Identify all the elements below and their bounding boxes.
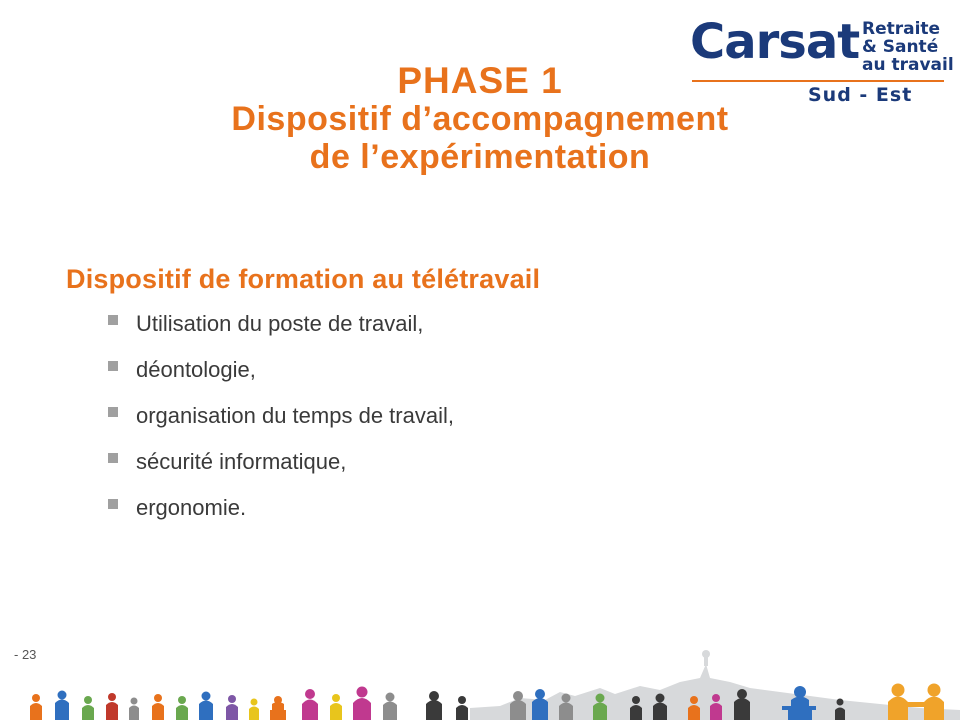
list-item	[136, 449, 892, 475]
list-item	[136, 495, 892, 521]
square-bullet-icon	[108, 453, 118, 463]
logo-tagline-line1: Retraite	[862, 19, 941, 39]
bullet-list	[62, 311, 892, 521]
body-subheading: Dispositif de formation au télétravail	[66, 264, 541, 294]
list-item-label: sécurité informatique,	[136, 449, 347, 474]
page-number: - 23	[14, 647, 37, 662]
list-item-label: Utilisation du poste de travail,	[136, 311, 424, 336]
title-line-2: Dispositif d’accompagnement	[231, 100, 729, 138]
logo-tagline-line2: & Santé	[862, 37, 939, 57]
slide-title	[60, 62, 900, 176]
list-item-label: organisation du temps de travail,	[136, 403, 454, 428]
list-item	[136, 311, 892, 337]
logo-tagline-line3: au travail	[862, 55, 954, 75]
left-margin	[0, 0, 8, 720]
logo-region-text: Sud - Est	[808, 84, 913, 106]
logo-brand-text: Carsat	[690, 14, 860, 70]
square-bullet-icon	[108, 315, 118, 325]
list-item-label: déontologie,	[136, 357, 256, 382]
list-item-label: ergonomie.	[136, 495, 247, 520]
square-bullet-icon	[108, 499, 118, 509]
square-bullet-icon	[108, 361, 118, 371]
title-line-1: PHASE 1	[397, 60, 563, 101]
footer-silhouettes-icon	[0, 648, 960, 720]
footer-illustration	[0, 648, 960, 720]
square-bullet-icon	[108, 407, 118, 417]
list-item	[136, 403, 892, 429]
list-item	[136, 357, 892, 383]
title-line-3: de l’expérimentation	[309, 138, 651, 176]
slide-body	[62, 264, 892, 541]
